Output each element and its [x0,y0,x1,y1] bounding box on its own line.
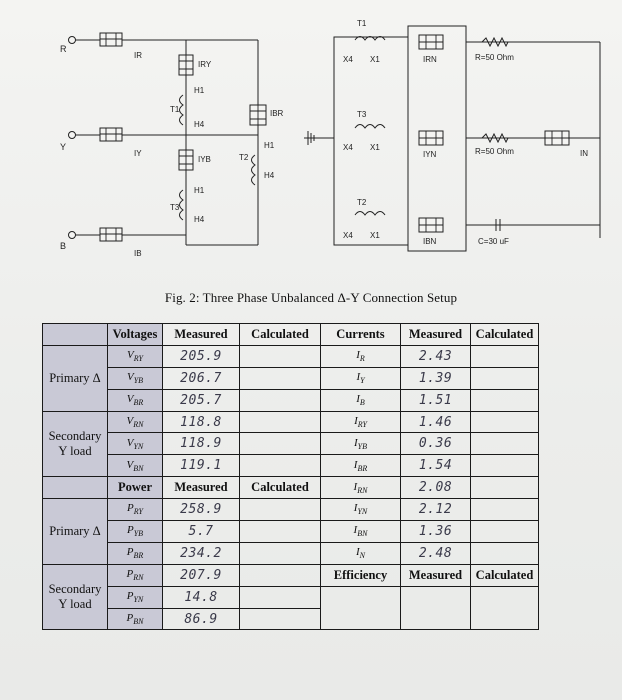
voltage-symbol: $V_{RY}$ [108,345,163,367]
currents-header: Currents [321,324,401,346]
current-symbol: $I_{BN}$ [321,521,401,543]
calculated-header: Calculated [240,477,321,499]
power-measured-value[interactable]: 234.2 [163,542,240,564]
table-row [43,324,539,346]
svg-text:IYN: IYN [423,150,437,159]
calculated-header: Calculated [471,324,539,346]
efficiency-header: Efficiency [321,564,401,586]
svg-text:H1: H1 [264,141,275,150]
svg-text:IBR: IBR [270,109,284,118]
current-symbol: $I_{RN}$ [321,477,401,499]
table-row [43,433,539,455]
spacer-cell [43,477,108,499]
svg-text:T2: T2 [239,153,249,162]
measured-header: Measured [401,564,471,586]
svg-text:X4: X4 [343,231,353,240]
svg-text:Y: Y [60,142,67,152]
circuit-diagram [0,0,622,300]
table-row [43,564,539,586]
svg-text:IY: IY [134,149,142,158]
svg-text:T3: T3 [357,110,367,119]
current-calculated-cell[interactable] [471,455,539,477]
power-measured-value[interactable]: 207.9 [163,564,240,586]
measurement-table [42,323,539,630]
voltage-measured-value[interactable]: 205.9 [163,345,240,367]
power-calculated-cell[interactable] [240,499,321,521]
current-symbol: $I_{BR}$ [321,455,401,477]
measured-header: Measured [163,324,240,346]
voltage-symbol: $V_{YN}$ [108,433,163,455]
svg-text:X1: X1 [370,55,380,64]
power-symbol: $P_{RN}$ [108,564,163,586]
current-symbol: $I_N$ [321,542,401,564]
svg-text:X4: X4 [343,143,353,152]
svg-text:R=50 Ohm: R=50 Ohm [475,147,514,156]
svg-text:IRY: IRY [198,60,212,69]
voltage-symbol: $V_{BN}$ [108,455,163,477]
power-calculated-cell[interactable] [240,564,321,586]
efficiency-calculated-cell[interactable] [471,586,539,630]
svg-text:T2: T2 [357,198,367,207]
table-row [43,411,539,433]
svg-text:X1: X1 [370,143,380,152]
svg-text:T3: T3 [170,203,180,212]
svg-text:IR: IR [134,51,142,60]
svg-text:C=30 uF: C=30 uF [478,237,509,246]
svg-text:IYB: IYB [198,155,211,164]
current-calculated-cell[interactable] [471,433,539,455]
svg-text:R=50 Ohm: R=50 Ohm [475,53,514,62]
svg-text:IB: IB [134,249,142,258]
svg-text:X4: X4 [343,55,353,64]
table-row [43,367,539,389]
power-calculated-cell[interactable] [240,542,321,564]
svg-text:IRN: IRN [423,55,437,64]
svg-text:B: B [60,241,67,251]
current-symbol: $I_{RY}$ [321,411,401,433]
primary-delta-label: Primary Δ [43,499,108,565]
current-measured-value[interactable]: 2.12 [401,499,471,521]
current-measured-value[interactable]: 1.54 [401,455,471,477]
current-measured-value[interactable]: 0.36 [401,433,471,455]
power-calculated-cell[interactable] [240,608,321,630]
current-calculated-cell[interactable] [471,411,539,433]
current-calculated-cell[interactable] [471,367,539,389]
voltage-calculated-cell[interactable] [240,389,321,411]
voltage-calculated-cell[interactable] [240,455,321,477]
svg-text:H4: H4 [194,215,205,224]
svg-text:X1: X1 [370,231,380,240]
table-row [43,345,539,367]
voltage-calculated-cell[interactable] [240,433,321,455]
current-measured-value[interactable]: 2.43 [401,345,471,367]
current-measured-value[interactable]: 1.46 [401,411,471,433]
power-measured-value[interactable]: 258.9 [163,499,240,521]
current-calculated-cell[interactable] [471,389,539,411]
figure-caption: Fig. 2: Three Phase Unbalanced Δ-Y Connection Setup [164,290,458,305]
calculated-header: Calculated [471,564,539,586]
voltage-measured-value[interactable]: 118.8 [163,411,240,433]
power-calculated-cell[interactable] [240,586,321,608]
power-measured-value[interactable]: 5.7 [163,521,240,543]
current-symbol: $I_Y$ [321,367,401,389]
measurement-table-wrapper [42,323,539,630]
primary-delta-label: Primary Δ [43,345,108,411]
current-measured-value[interactable]: 2.08 [401,477,471,499]
svg-text:R: R [60,44,67,54]
current-symbol: $I_{YN}$ [321,499,401,521]
voltage-calculated-cell[interactable] [240,411,321,433]
svg-text:H1: H1 [194,186,205,195]
table-row [43,455,539,477]
power-calculated-cell[interactable] [240,521,321,543]
power-symbol: $P_{YB}$ [108,521,163,543]
current-calculated-cell[interactable] [471,542,539,564]
table-row [43,389,539,411]
corner-cell [43,324,108,346]
current-measured-value[interactable]: 1.36 [401,521,471,543]
power-measured-value[interactable]: 14.8 [163,586,240,608]
voltage-calculated-cell[interactable] [240,345,321,367]
svg-text:H4: H4 [264,171,275,180]
calculated-header: Calculated [240,324,321,346]
voltage-calculated-cell[interactable] [240,367,321,389]
table-row [43,499,539,521]
svg-text:H1: H1 [194,86,205,95]
current-measured-value[interactable]: 1.39 [401,367,471,389]
svg-text:T1: T1 [357,19,367,28]
voltage-measured-value[interactable]: 206.7 [163,367,240,389]
current-symbol: $I_R$ [321,345,401,367]
voltage-measured-value[interactable]: 205.7 [163,389,240,411]
svg-text:IBN: IBN [423,237,437,246]
voltages-header: Voltages [108,324,163,346]
current-symbol: $I_{YB}$ [321,433,401,455]
svg-text:IN: IN [580,149,588,158]
current-calculated-cell[interactable] [471,499,539,521]
current-measured-value[interactable]: 1.51 [401,389,471,411]
current-calculated-cell[interactable] [471,521,539,543]
power-measured-value[interactable]: 86.9 [163,608,240,630]
power-symbol: $P_{BR}$ [108,542,163,564]
power-symbol: $P_{RY}$ [108,499,163,521]
efficiency-label-cell [321,586,401,630]
measured-header: Measured [401,324,471,346]
table-row [43,542,539,564]
current-calculated-cell[interactable] [471,477,539,499]
current-calculated-cell[interactable] [471,345,539,367]
voltage-measured-value[interactable]: 119.1 [163,455,240,477]
measured-header: Measured [163,477,240,499]
voltage-symbol: $V_{BR}$ [108,389,163,411]
current-symbol: $I_B$ [321,389,401,411]
voltage-symbol: $V_{YB}$ [108,367,163,389]
current-measured-value[interactable]: 2.48 [401,542,471,564]
table-row [43,586,539,608]
power-symbol: $P_{BN}$ [108,608,163,630]
table-row [43,477,539,499]
svg-text:H4: H4 [194,120,205,129]
secondary-y-label: Secondary Y load [43,411,108,477]
power-symbol: $P_{YN}$ [108,586,163,608]
secondary-y-label: Secondary Y load [43,564,108,630]
svg-text:T1: T1 [170,105,180,114]
efficiency-measured-cell[interactable] [401,586,471,630]
power-header: Power [108,477,163,499]
voltage-symbol: $V_{RN}$ [108,411,163,433]
table-row [43,521,539,543]
voltage-measured-value[interactable]: 118.9 [163,433,240,455]
